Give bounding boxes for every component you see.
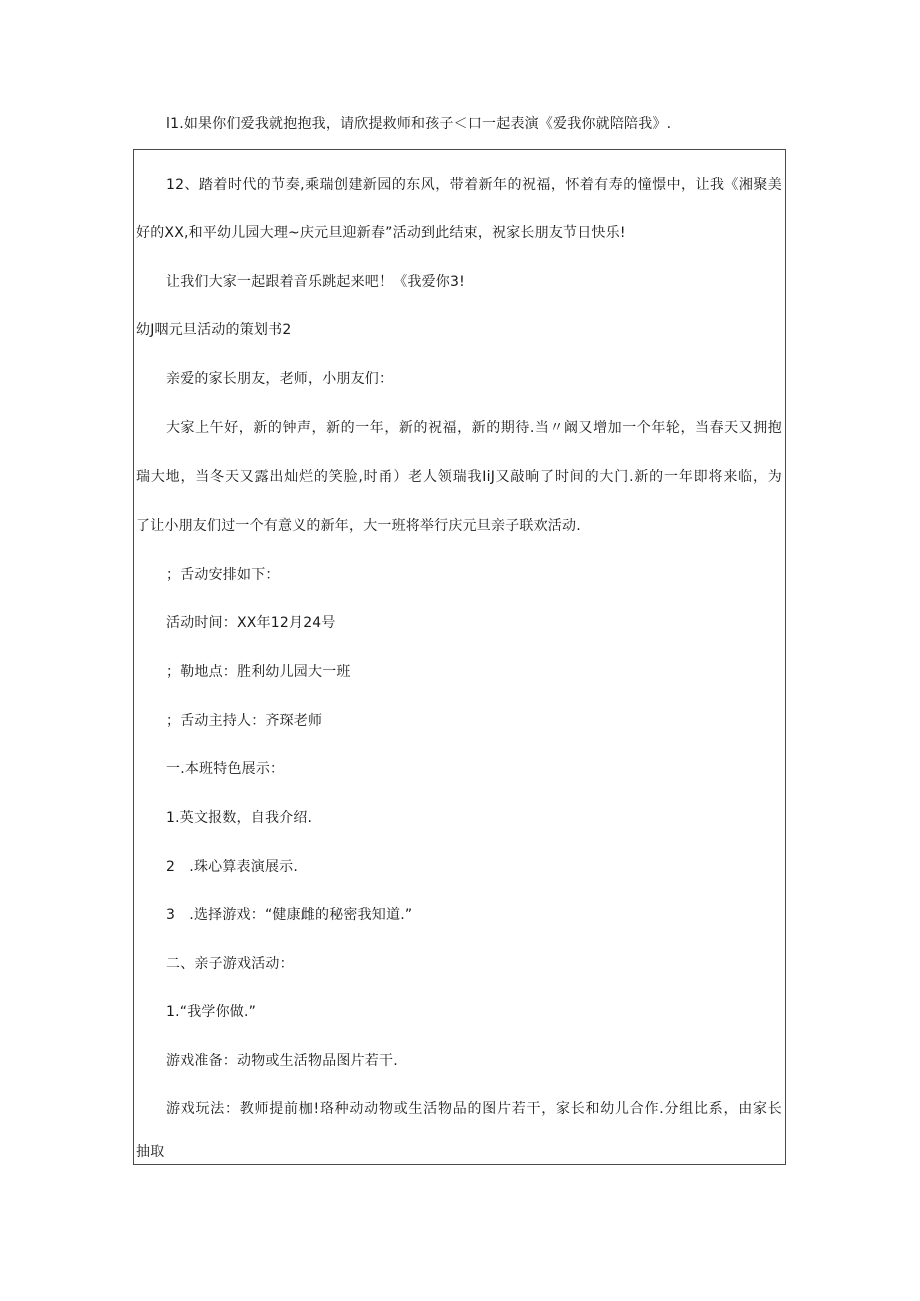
paragraph-dance-invite: 让我们大家一起跟着音乐跳起来吧！《我爱你3! <box>166 274 465 290</box>
schedule-location: ；勒地点：胜利幼儿园大一班 <box>166 664 351 680</box>
section-class-showcase: 一.本班特色展示： <box>166 761 285 777</box>
paragraph-item-12-line2: 好的XX,和平幼儿园大理~庆元旦迎新春”活动到此结束，祝家长朋友节日快乐! <box>136 225 626 241</box>
showcase-item-3: 3 .选择游戏：“健康雌的秘密我知道.” <box>166 907 413 923</box>
game-rules-line1: 游戏玩法：教师提前枷!珞种动动物或生活物品的图片若干，家长和幼儿合作.分组比系，由家长 <box>166 1101 782 1117</box>
paragraph-item-12-line1: 12、踏着时代的节奏,乘瑞创建新园的东风，带着新年的祝福，怀着有寿的憧憬中，让我《湘聚美 <box>166 177 782 193</box>
game-preparation: 游戏准备：动物或生活物品图片若干. <box>166 1053 398 1069</box>
showcase-item-1: 1.英文报数，自我介绍. <box>166 810 313 826</box>
schedule-host: ；舌动主持人：齐琛老师 <box>166 713 323 729</box>
paragraph-greeting: 亲爱的家长朋友，老师，小朋友们： <box>166 371 394 387</box>
game-rules-line2: 抽取 <box>136 1144 165 1160</box>
showcase-item-2: 2 .珠心算表演展示. <box>166 859 299 875</box>
section-title-plan-2: 幼J咽元旦活动的策划书2 <box>136 322 292 338</box>
paragraph-intro-line2: 瑞大地，当冬天又露出灿烂的笑脸,时甬）老人领瑞我IiJ又敲晌了时间的大门.新的一年即将来临，为 <box>136 469 782 485</box>
schedule-time: 活动时间：XX年12月24号 <box>166 615 336 631</box>
section-parent-child-games: 二、亲子游戏活动： <box>166 956 294 972</box>
schedule-heading: ；舌动安排如下： <box>166 567 280 583</box>
paragraph-item-11: l1.如果你们爱我就抱抱我，请欣提救师和孩子＜口一起表演《爱我你就陪陪我》. <box>166 116 672 132</box>
paragraph-intro-line1: 大家上午好，新的钟声，新的一年，新的祝福，新的期待.当〃阚又增加一个年轮，当春天又拥抱 <box>166 420 782 436</box>
paragraph-intro-line3: 了让小朋友们过一个有意义的新年，大一班将举行庆元旦亲子联欢活动. <box>136 518 581 534</box>
game-item-1: 1.“我学你做.” <box>166 1004 257 1020</box>
